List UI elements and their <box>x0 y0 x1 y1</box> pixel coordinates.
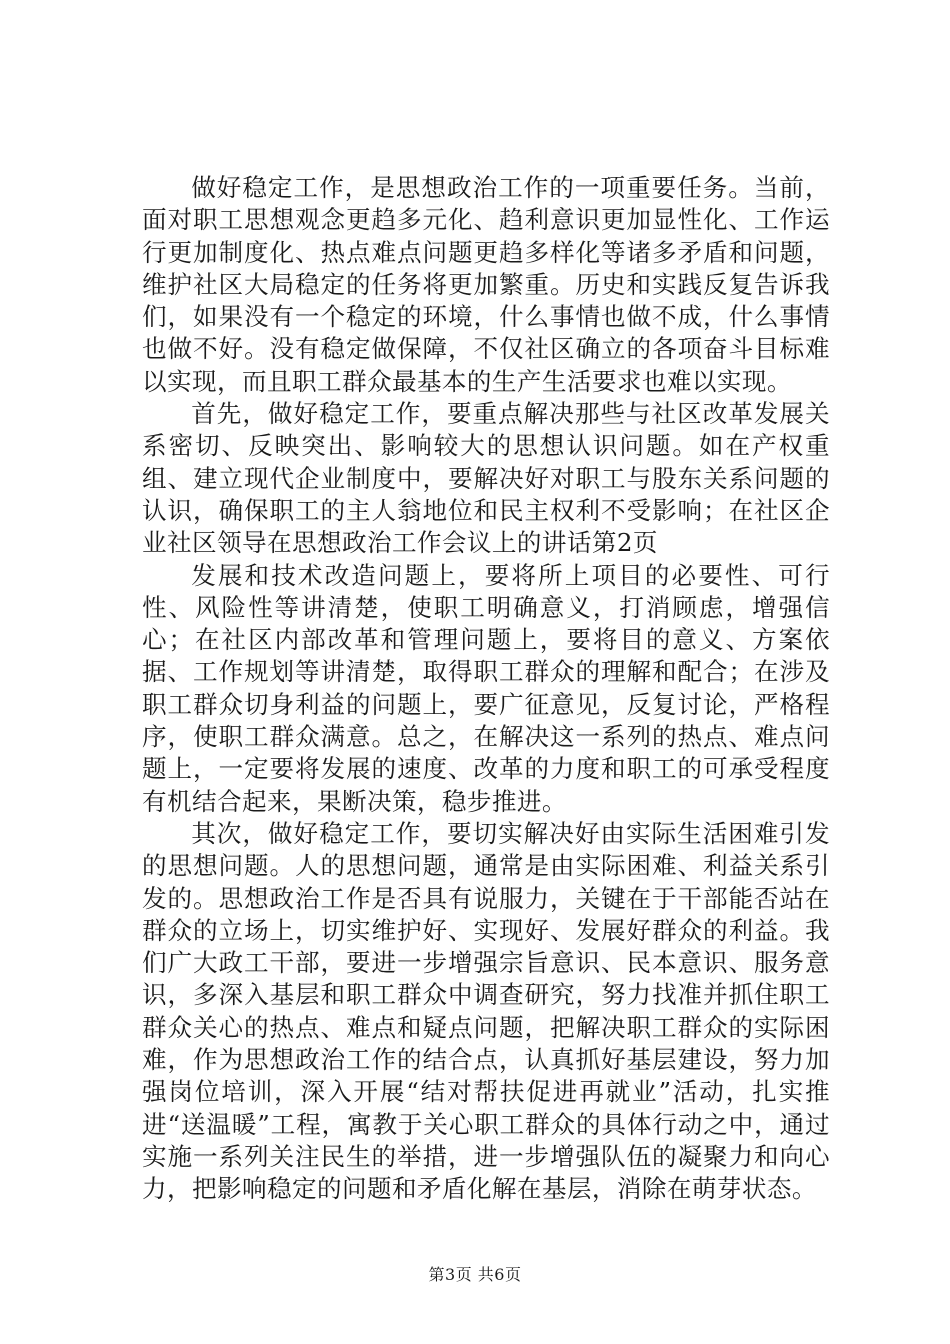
document-body <box>142 172 830 1206</box>
page-footer: 第3页 共6页 <box>428 1265 522 1284</box>
paragraph-4: 其次，做好稳定工作，要切实解决好由实际生活困难引发的思想问题。人的思想问题，通常是由实际困难、利益关系引发的。思想政治工作是否具有说服力，关键在于干部能否站在群众的立场上，切实维护好、实现好、发展好群众的利益。我们广大政工干部，要进一步增强宗旨意识、民本意识、服务意识，多深入基层和职工群众中调查研究，努力找准并抓住职工群众关心的热点、难点和疑点问题，把解决职工群众的实际困难，作为思想政治工作的结合点，认真抓好基层建设，努力加强岗位培训，深入开展“结对帮扶促进再就业”活动，扎实推进“送温暖”工程，寓教于关心职工群众的具体行动之中，通过实施一系列关注民生的举措，进一步增强队伍的凝聚力和向心力，把影响稳定的问题和矛盾化解在基层，消除在萌芽状态。 <box>142 818 830 1204</box>
paragraph-3: 发展和技术改造问题上，要将所上项目的必要性、可行性、风险性等讲清楚，使职工明确意义，打消顾虑，增强信心；在社区内部改革和管理问题上，要将目的意义、方案依据、工作规划等讲清楚，取得职工群众的理解和配合；在涉及职工群众切身利益的问题上，要广征意见，反复讨论，严格程序，使职工群众满意。总之，在解决这一系列的热点、难点问题上，一定要将发展的速度、改革的力度和职工的可承受程度有机结合起来，果断决策，稳步推进。 <box>142 560 830 816</box>
paragraph-1: 做好稳定工作，是思想政治工作的一项重要任务。当前，面对职工思想观念更趋多元化、趋利意识更加显性化、工作运行更加制度化、热点难点问题更趋多样化等诸多矛盾和问题，维护社区大局稳定的任务将更加繁重。历史和实践反复告诉我们，如果没有一个稳定的环境，什么事情也做不成，什么事情也做不好。没有稳定做保障，不仅社区确立的各项奋斗目标难以实现，而且职工群众最基本的生产生活要求也难以实现。 <box>142 173 830 396</box>
paragraph-2: 首先，做好稳定工作，要重点解决那些与社区改革发展关系密切、反映突出、影响较大的思想认识问题。如在产权重组、建立现代企业制度中，要解决好对职工与股东关系问题的认识，确保职工的主人翁地位和民主权利不受影响；在社区企业社区领导在思想政治工作会议上的讲话第2页 <box>142 399 830 558</box>
